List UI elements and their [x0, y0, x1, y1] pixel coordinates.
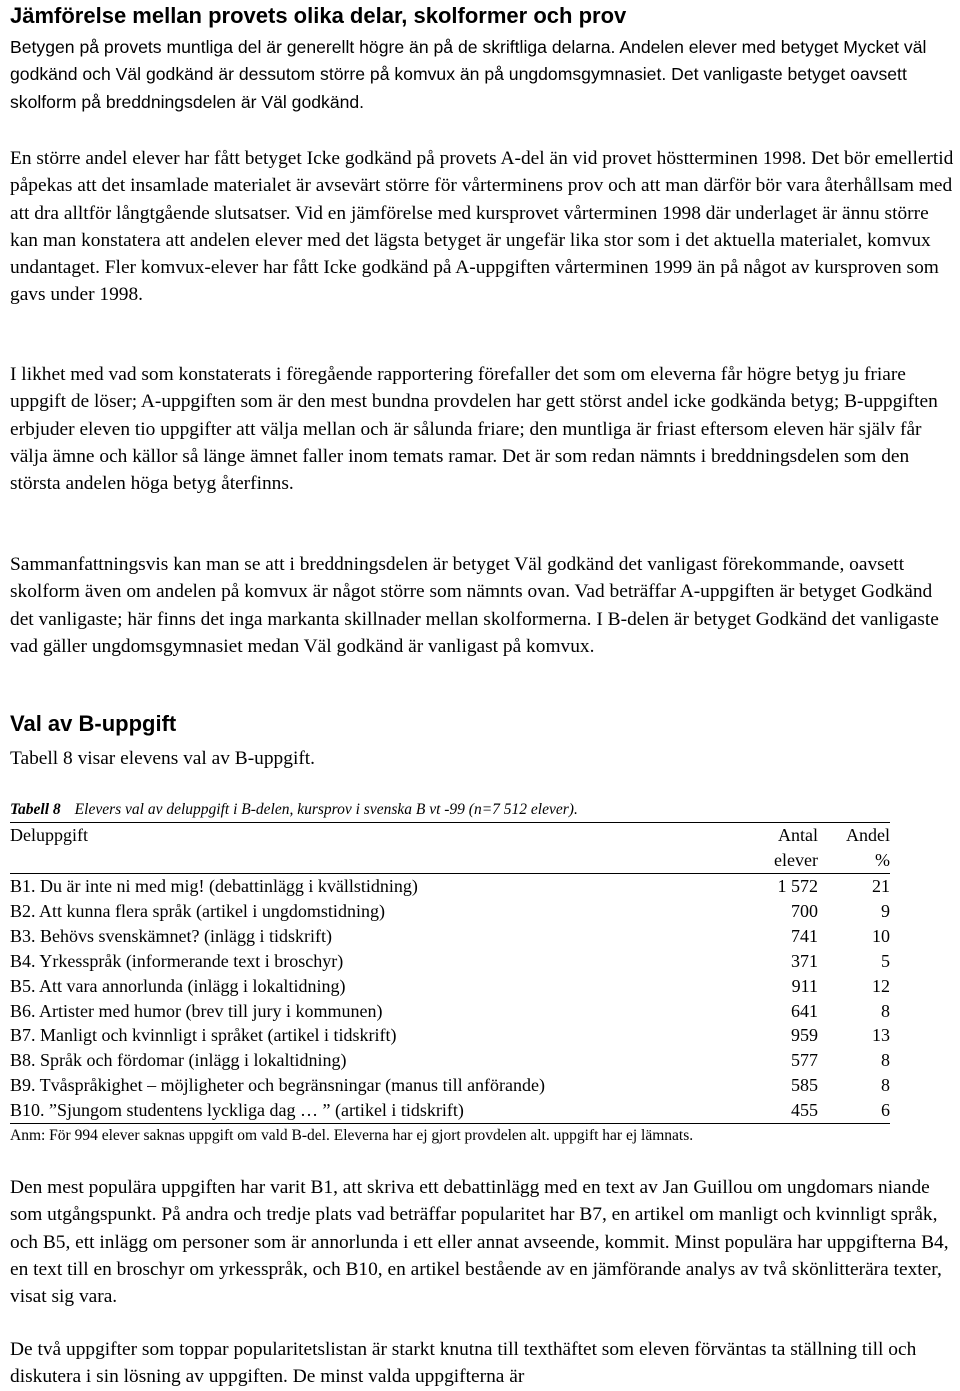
cell-share: 9 [881, 900, 890, 921]
cell-count: 1 572 [777, 876, 818, 896]
cell-task: B5. Att vara annorlunda (inlägg i lokaltidning) [10, 975, 346, 996]
cell-task: B4. Yrkesspråk (informerande text i broschyr) [10, 950, 344, 971]
cell-count: 641 [791, 1000, 818, 1021]
table-row [10, 899, 890, 924]
b-task-table [10, 822, 890, 1124]
subheading: Val av B-uppgift [10, 711, 177, 736]
paragraph-1: Betygen på provets muntliga del är generellt högre än på de skriftliga delarna. Andelen elever med betyget Mycket väl godkänd och Väl godkänd är dessutom större på komvux än på ungdomsgymnasiet. Det vanligaste betyget oavsett skolform på breddningsdelen är Väl godkänd. [10, 37, 927, 112]
table-row [10, 874, 890, 899]
table-row [10, 1098, 890, 1123]
table-row [10, 974, 890, 999]
cell-count: 700 [791, 900, 818, 921]
table-note: Anm: För 994 elever saknas uppgift om vald B-del. Eleverna har ej gjort provdelen alt. uppgift har ej lämnats. [10, 1127, 694, 1144]
table-row [10, 949, 890, 974]
cell-count: 741 [791, 925, 818, 946]
cell-share: 8 [881, 1075, 890, 1096]
table-caption [10, 800, 955, 820]
header-share: Andel % [846, 825, 890, 870]
cell-task: B7. Manligt och kvinnligt i språket (artikel i tidskrift) [10, 1025, 397, 1046]
paragraph-3: I likhet med vad som konstaterats i föregående rapportering förefaller det som om eleverna får högre betyg ju friare uppgift de löser; A-uppgiften som är den mest bundna provdelen har gett störst andel icke godkända betyg; B-uppgiften erbjuder eleven tio uppgifter att välja mellan och är sålunda friare; den muntliga är friast eftersom eleven här själv får välja ämne och källor så länge ämnet faller inom temats ramar. Det är som redan nämnts i breddningsdelen som den största andelen höga betyg återfinns. [10, 364, 938, 495]
cell-task: B9. Tvåspråkighet – möjligheter och begränsningar (manus till anförande) [10, 1075, 546, 1096]
table-caption-label: Tabell 8 [10, 801, 61, 818]
table-caption-text: Elevers val av deluppgift i B-delen, kursprov i svenska B vt -99 (n=7 512 elever). [74, 801, 578, 818]
cell-share: 8 [881, 1000, 890, 1021]
paragraph-2: En större andel elever har fått betyget Icke godkänd på provets A-del än vid provet höstterminen 1998. Det bör emellertid påpekas att det insamlade materialet är avsevärt större för vårterminens prov och att man därför bör vara återhållsam med att dra alltför långtgående slutsatser. Vid en jämförelse med kursprovet vårterminen 1998 där underlaget är ännu större kan man konstatera att andelen elever med det lägsta betyget är ungefär lika stor som i det aktuella materialet, komvux undantaget. Fler komvux-elever har fått Icke godkänd på A-uppgiften vårterminen 1999 än på något av kursproven som gavs under 1998. [10, 148, 954, 306]
table-row [10, 924, 890, 949]
cell-count: 577 [791, 1050, 818, 1071]
section-heading: Jämförelse mellan provets olika delar, skolformer och prov [10, 3, 627, 28]
table-row [10, 1073, 890, 1098]
table-row [10, 1048, 890, 1073]
cell-task: B1. Du är inte ni med mig! (debattinlägg i kvällstidning) [10, 876, 418, 896]
cell-task: B2. Att kunna flera språk (artikel i ungdomstidning) [10, 900, 385, 921]
header-task: Deluppgift [10, 825, 88, 845]
cell-count: 585 [791, 1075, 818, 1096]
paragraph-4: Sammanfattningsvis kan man se att i breddningsdelen är betyget Väl godkänd det vanligast förekommande, oavsett skolform även om andelen på komvux är något större som nämnts ovan. Vad beträffar A-uppgiften är betyget Godkänd det vanligaste; här finns det inga markanta skillnader mellan skolformerna. I B-delen är betyget Godkänd det vanligaste vad gäller ungdomsgymnasiet medan Väl godkänd är vanligast på komvux. [10, 554, 939, 657]
table-row [10, 1023, 890, 1048]
header-count: Antal elever [774, 825, 818, 870]
table-row [10, 999, 890, 1024]
cell-count: 959 [791, 1025, 818, 1046]
cell-task: B3. Behövs svenskämnet? (inlägg i tidskrift) [10, 925, 332, 946]
cell-task: B8. Språk och fördomar (inlägg i lokaltidning) [10, 1050, 347, 1071]
cell-share: 21 [872, 876, 890, 896]
cell-share: 5 [881, 950, 890, 971]
cell-count: 371 [791, 950, 818, 971]
cell-share: 6 [881, 1100, 890, 1121]
table-intro: Tabell 8 visar elevens val av B-uppgift. [10, 748, 316, 769]
cell-share: 13 [872, 1025, 890, 1046]
cell-task: B6. Artister med humor (brev till jury i kommunen) [10, 1000, 383, 1021]
paragraph-5: Den mest populära uppgiften har varit B1, att skriva ett debattinlägg med en text av Jan Guillou om ungdomars niande som utgångspunkt. På andra och tredje plats vad beträffar popularitet har B7, en artikel om manligt och kvinnligt språk, och B5, ett inlägg om personer som är annorlunda i ett eller annat avseende, kommit. Minst populära har uppgifterna B4, en text till en broschyr om yrkesspråk, och B10, en artikel bestående av en jämförande analys av två skönlitterära texter, visat sig vara. [10, 1177, 949, 1308]
cell-share: 10 [872, 925, 890, 946]
paragraph-6: De två uppgifter som toppar popularitetslistan är starkt knutna till texthäftet som eleven förväntas ta ställning till och diskutera i sin lösning av uppgiften. De minst valda uppgifterna är [10, 1339, 917, 1388]
cell-count: 455 [791, 1100, 818, 1121]
cell-count: 911 [791, 975, 818, 996]
table-header-row [10, 823, 890, 874]
cell-share: 8 [881, 1050, 890, 1071]
cell-task: B10. ”Sjungom studentens lyckliga dag … ” (artikel i tidskrift) [10, 1100, 464, 1121]
cell-share: 12 [872, 975, 890, 996]
